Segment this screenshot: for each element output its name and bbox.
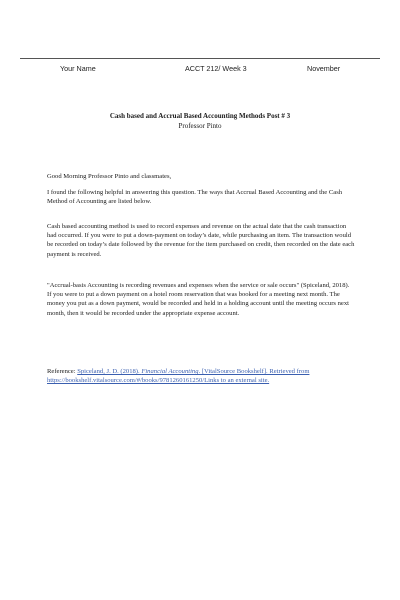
header-author-name: Your Name (60, 64, 96, 73)
reference-link[interactable] (47, 368, 309, 384)
accrual-basis-paragraph: "Accrual-basis Accounting is recording revenues and expenses when the service or sale occurs" (Spiceland, 2018). If you were to put a down payment on a hotel room reservation that was booked for a meeting next month. The money you put as a down payment, would be recorded and held in a holding account until the meeting occurs next month, then it would be recorded under the appropriate expense account. (47, 282, 350, 317)
header-divider (20, 58, 380, 59)
reference-link-source: . [VitalSource Bookshelf]. Retrieved from https://bookshelf.vitalsource.com/#/books/9781260161250/Links to an external site. (47, 368, 310, 385)
reference-label: Reference: (47, 368, 78, 375)
header-course: ACCT 212/ Week 3 (185, 64, 247, 73)
reference-link-authors: Spiceland, J. D. (2018). (77, 368, 142, 375)
reference-paragraph (47, 367, 355, 385)
intro-paragraph: I found the following helpful in answering this question. The ways that Accrual Based Accounting and the Cash Method of Accounting are listed below. (47, 189, 343, 206)
document-header (0, 64, 400, 76)
reference-link-title: Financial Accounting (141, 368, 199, 375)
document-subtitle: Professor Pinto (178, 122, 222, 130)
cash-basis-paragraph: Cash based accounting method is used to record expenses and revenue on the actual date that the cash transaction had occurred. If you were to put a down-payment on today’s date, while purchasing an item. The transaction would be recorded on today’s date followed by the revenue for the item purchased on credit, then recorded on the date each payment is received. (47, 223, 355, 258)
header-month: November (307, 64, 341, 73)
greeting-paragraph: Good Morning Professor Pinto and classmates, (47, 173, 172, 180)
document-title: Cash based and Accrual Based Accounting Methods Post # 3 (109, 112, 291, 120)
